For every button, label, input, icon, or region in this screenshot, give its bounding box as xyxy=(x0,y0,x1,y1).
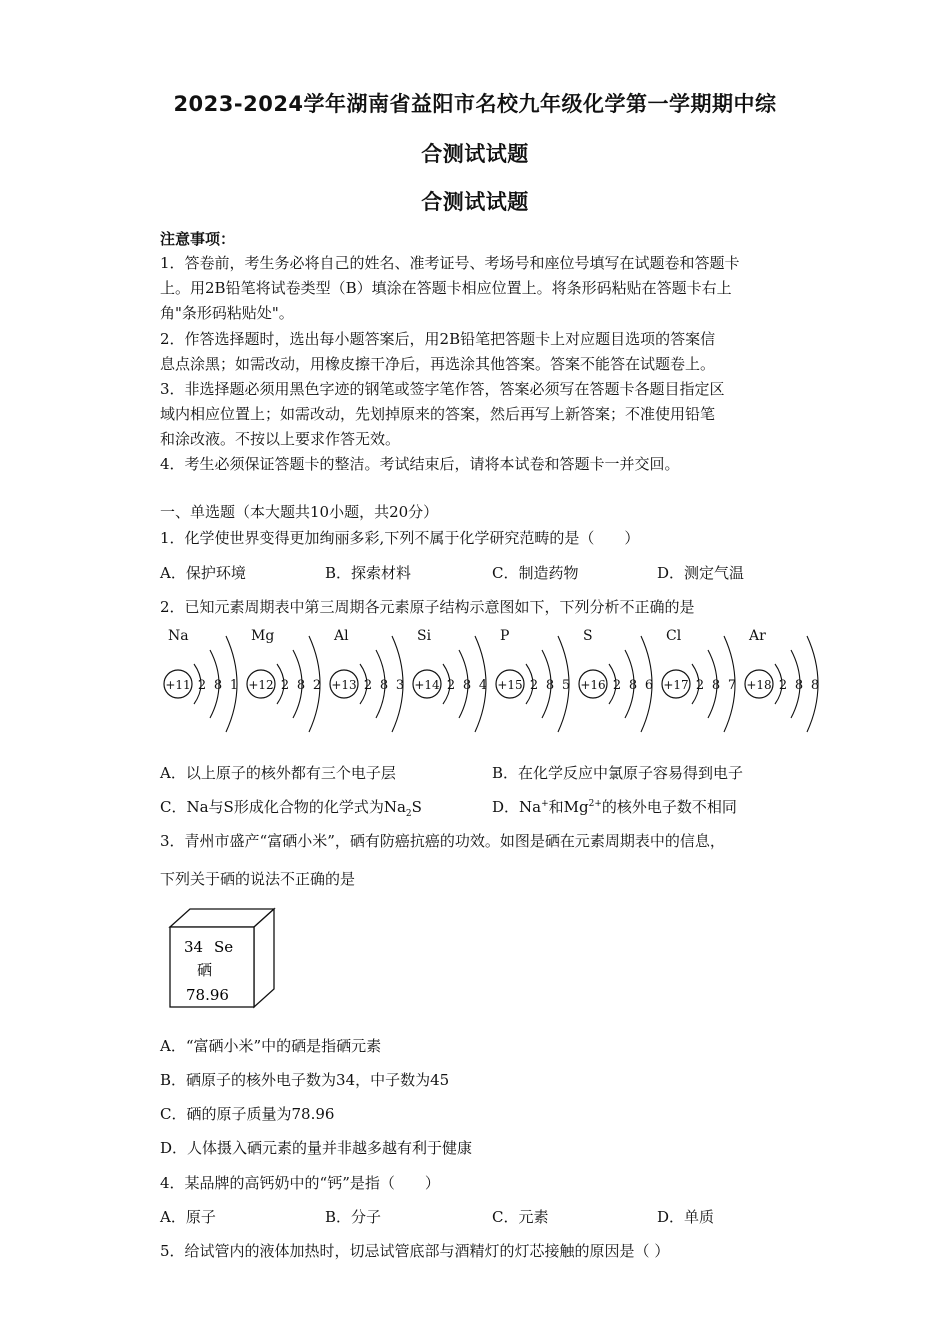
electron-count: 4 xyxy=(478,678,488,693)
nucleus-charge: +14 xyxy=(414,678,440,692)
nucleus-charge: +13 xyxy=(331,678,357,692)
electron-count: 2 xyxy=(529,678,539,693)
notice-line: 3．非选择题必须用黑色字迹的钢笔或签字笔作答，答案必须写在答题卡各题目指定区 xyxy=(160,380,725,398)
element-name: 硒 xyxy=(197,961,213,979)
notice-line: 和涂改液。不按以上要求作答无效。 xyxy=(160,430,401,448)
option-c-subscript: 2 xyxy=(405,809,412,819)
electron-count: 2 xyxy=(695,678,705,693)
electron-count: 2 xyxy=(197,678,207,693)
electron-count: 5 xyxy=(561,678,571,693)
nucleus-charge: +17 xyxy=(663,678,689,692)
electron-count: 6 xyxy=(644,678,654,693)
option-c xyxy=(160,796,422,819)
option-b: B．在化学反应中氯原子容易得到电子 xyxy=(492,764,744,782)
card-side-face xyxy=(254,909,274,1007)
atom-symbol: Na xyxy=(168,628,189,644)
question-3-option-d: D．人体摄入硒元素的量并非越多越有利于健康 xyxy=(160,1139,473,1157)
notice-heading: 注意事项： xyxy=(160,230,236,248)
atom-symbol: Cl xyxy=(666,628,682,644)
page-title-line1: 2023-2024学年湖南省益阳市名校九年级化学第一学期期中综 xyxy=(173,92,777,116)
nucleus-charge: +18 xyxy=(746,678,772,692)
nucleus-charge: +11 xyxy=(165,678,191,692)
option-d xyxy=(492,796,737,817)
atom-symbol: Ar xyxy=(749,628,766,644)
atom-symbol: S xyxy=(583,628,593,644)
option-a: A．原子 xyxy=(160,1208,216,1226)
electron-count: 8 xyxy=(810,678,820,693)
electron-count: 3 xyxy=(395,678,405,693)
nucleus-charge: +16 xyxy=(580,678,606,692)
electron-count: 2 xyxy=(312,678,322,693)
option-b: B．分子 xyxy=(325,1208,382,1226)
option-a: A．以上原子的核外都有三个电子层 xyxy=(160,764,396,782)
option-c-tail: S xyxy=(411,798,422,816)
atom-symbol: Mg xyxy=(251,628,275,644)
question-3-stem-line1: 3．青州市盛产“富硒小米”，硒有防癌抗癌的功效。如图是硒在元素周期表中的信息， xyxy=(160,832,725,850)
option-d-tail: 的核外电子数不相同 xyxy=(601,798,737,816)
notice-line: 2．作答选择题时，选出每小题答案后，用2B铅笔把答题卡上对应题目选项的答案信 xyxy=(160,330,716,348)
notice-line: 息点涂黑；如需改动，用橡皮擦干净后，再选涂其他答案。答案不能答在试题卷上。 xyxy=(160,355,716,373)
nucleus-charge: +15 xyxy=(497,678,523,692)
notice-line: 1．答卷前，考生务必将自己的姓名、准考证号、考场号和座位号填写在试题卷和答题卡 xyxy=(160,254,740,272)
atomic-mass: 78.96 xyxy=(186,986,229,1004)
option-c: C．制造药物 xyxy=(492,564,579,582)
question-3-stem-line2: 下列关于硒的说法不正确的是 xyxy=(160,870,356,888)
notice-line: 域内相应位置上；如需改动，先划掉原来的答案，然后再写上新答案；不准使用铅笔 xyxy=(160,405,716,423)
element-symbol: Se xyxy=(214,938,234,956)
option-d: D．测定气温 xyxy=(657,564,745,582)
option-a: A．保护环境 xyxy=(160,564,246,582)
question-5-stem: 5．给试管内的液体加热时，切忌试管底部与酒精灯的灯芯接触的原因是（ ） xyxy=(160,1242,670,1260)
section-heading: 一、单选题（本大题共10小题，共20分） xyxy=(160,503,439,521)
option-c: C．元素 xyxy=(492,1208,549,1226)
atomic-number: 34 xyxy=(184,938,204,956)
electron-count: 8 xyxy=(628,678,638,693)
notice-line: 4．考生必须保证答题卡的整洁。考试结束后，请将本试卷和答题卡一并交回。 xyxy=(160,455,680,473)
question-1-stem: 1．化学使世界变得更加绚丽多彩,下列不属于化学研究范畴的是（ ） xyxy=(160,529,640,547)
electron-count: 8 xyxy=(296,678,306,693)
electron-count: 8 xyxy=(462,678,472,693)
electron-count: 2 xyxy=(778,678,788,693)
electron-count: 8 xyxy=(711,678,721,693)
atomic-structure-diagrams xyxy=(158,620,818,740)
option-c-text: C．Na与S形成化合物的化学式为Na xyxy=(160,798,406,816)
notice-line: 上。用2B铅笔将试卷类型（B）填涂在答题卡相应位置上。将条形码粘贴在答题卡右上 xyxy=(160,279,732,297)
electron-count: 1 xyxy=(229,678,239,693)
question-3-option-b: B．硒原子的核外电子数为34，中子数为45 xyxy=(160,1071,450,1089)
question-4-stem: 4．某品牌的高钙奶中的“钙”是指（ ） xyxy=(160,1174,440,1192)
option-d-sup1: + xyxy=(541,799,549,809)
option-d-sup2: 2+ xyxy=(588,799,602,809)
notice-line: 角"条形码粘贴处"。 xyxy=(160,304,294,322)
question-2-stem: 2．已知元素周期表中第三周期各元素原子结构示意图如下，下列分析不正确的是 xyxy=(160,598,695,616)
electron-count: 7 xyxy=(727,678,737,693)
nucleus-charge: +12 xyxy=(248,678,274,692)
electron-count: 2 xyxy=(446,678,456,693)
electron-count: 2 xyxy=(363,678,373,693)
page-title-line3: 合测试试题 xyxy=(421,190,529,214)
electron-count: 8 xyxy=(213,678,223,693)
atom-symbol: P xyxy=(500,628,510,644)
atom-symbol: Si xyxy=(417,628,432,644)
option-d-text: D．Na xyxy=(492,798,542,816)
option-d-mid: 和Mg xyxy=(548,798,589,816)
electron-count: 8 xyxy=(545,678,555,693)
page-title-line2: 合测试试题 xyxy=(421,142,529,166)
electron-count: 2 xyxy=(612,678,622,693)
atom-symbol: Al xyxy=(334,628,349,644)
electron-count: 8 xyxy=(794,678,804,693)
question-3-option-c: C．硒的原子质量为78.96 xyxy=(160,1105,335,1123)
option-b: B．探索材料 xyxy=(325,564,412,582)
electron-count: 2 xyxy=(280,678,290,693)
selenium-element-card xyxy=(162,905,282,1015)
question-3-option-a: A．“富硒小米”中的硒是指硒元素 xyxy=(160,1037,382,1055)
option-d: D．单质 xyxy=(657,1208,715,1226)
electron-count: 8 xyxy=(379,678,389,693)
